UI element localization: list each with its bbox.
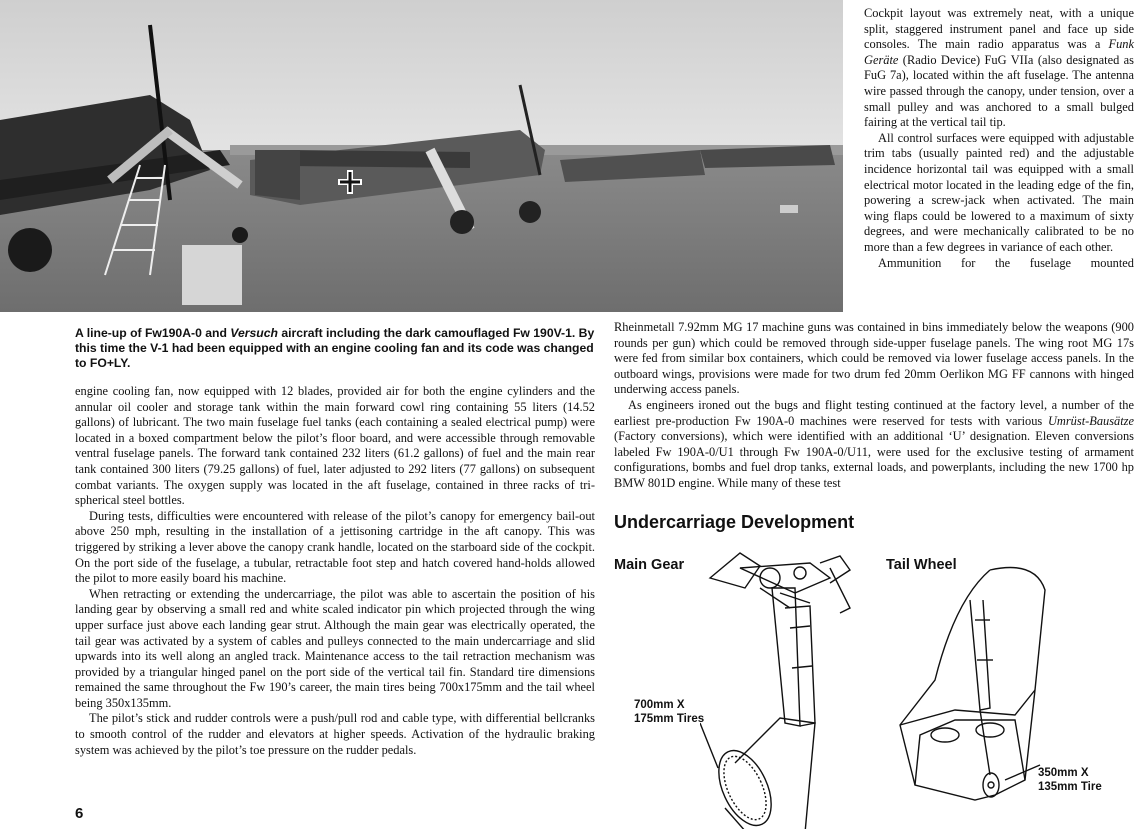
main-gear-label: Main Gear [614, 557, 685, 573]
text-column-left [75, 384, 595, 758]
tail-tire-label-line1: 350mm X [1038, 767, 1089, 779]
section-heading: Undercarriage Development [614, 512, 855, 532]
paragraph: During tests, difficulties were encountered with release of the pilot’s canopy for emergency bail-out above 250 mph, resulting in the installation of a jettisoning cartridge in the aft canopy. This was triggered by striking a lever above the canopy crank handle, located on the starboard side of the cockpit. On the port side of the fuselage, a tubular, retractable foot step and hatch covered hand-holds allowed the pilot to more easily board his machine. [75, 508, 595, 586]
paragraph: Cockpit layout was extremely neat, with a unique split, staggered instrument panel and face up side consoles. The main radio apparatus was a Funk Geräte (Radio Device) FuG VIIa (also designated as FuG 7a), located within the aft fuselage. The antenna wire passed through the canopy, under tension, over a small pulley and was anchored to a small bulged fairing at the vertical tail tip. [864, 6, 1134, 130]
main-tire-label [634, 698, 714, 726]
tail-wheel-label: Tail Wheel [886, 557, 957, 573]
paragraph: Rheinmetall 7.92mm MG 17 machine guns was contained in bins immediately below the weapons (900 rounds per gun) which could be removed through side-upper fuselage panels. The wing root MG 17s were fed from similar box containers, which could be removed via lower fuselage access panels. In the outboard wings, provisions were made for two drum fed 20mm Oerlikon MG FF cannons with hinged underwing access panels. [614, 320, 1134, 397]
paragraph: As engineers ironed out the bugs and flight testing continued at the factory level, a number of the earliest pre-production Fw 190A-0 machines were reserved for tests with various Umrüst-Bausätze (Factory conversions), which were identified with an additional ‘U’ designation. Eleven conversions labeled Fw 190A-0/U1 through Fw 190A-0/U11, were used for the exclusive testing of armament configurations, bombs and fuel drop tanks, external loads, and powerplants, including the new 1700 hp BMW 801D engine. While many of these test [614, 397, 1134, 490]
photo-caption: A line-up of Fw190A-0 and Versuch aircraft including the dark camouflaged Fw 190V-1. By this time the V-1 had been equipped with an engine cooling fan and its code was changed to FO+LY. [75, 326, 595, 370]
page-number: 6 [75, 805, 84, 822]
paragraph: engine cooling fan, now equipped with 12 blades, provided air for both the engine cylinders and the annular oil cooler and storage tank within the main forward cowl ring containing 55 liters (14.52 gallons) of lubricant. The two main fuselage fuel tanks (each containing a sealed electrical pump) were located in a boxed compartment below the pilot’s floor board, and were accessible through removable ventral fuselage panels. The forward tank contained 232 liters (61.2 gallons) of fuel and the main rear tank contained 300 liters (79.25 gallons) of fuel, later adjusted to 292 liters (77 gallons) on subsequent combat variants. The oxygen supply was located in the aft fuselage, contained in three racks of tri-spherical steel bottles. [75, 384, 595, 508]
paragraph: All control surfaces were equipped with adjustable trim tabs (usually painted red) and the adjustable incidence horizontal tail was equipped with a small electrical motor located in the leading edge of the fin, powering a screw-jack when activated. The main wing flaps could be lowered to a maximum of sixty degrees, and were mechanically calibrated to be no more than a few degrees in variance of each other. [864, 130, 1134, 254]
main-tire-label-line2: 175mm Tires [634, 713, 705, 725]
main-tire-label-line1: 700mm X [634, 699, 685, 711]
paragraph: The pilot’s stick and rudder controls were a push/pull rod and cable type, with differential bellcranks to smooth control of the rudder and elevators at higher speeds. Activation of the hydraulic braking system was achieved by the pilot’s toe pressure on the rudder pedals. [75, 711, 595, 757]
paragraph: When retracting or extending the undercarriage, the pilot was able to ascertain the position of his landing gear by observing a small red and white scaled indicator pin which projected through the wing upper surface just above each landing gear strut. Although the main gear was electrically operated, the tail gear was activated by a system of cables and pulleys connected to the main undercarriage and slid upwards into its well along an angled track. Maintenance access to the tail retraction mechanism was provided by a triangular hinged panel on the port side of the vertical tail fin. Standard tire dimensions remained the same throughout the Fw 190’s career, the main tires being 700x175mm and the tail wheel being 350x135mm. [75, 586, 595, 710]
text-column-mid [614, 320, 1134, 492]
tail-tire-label-line2: 135mm Tire [1038, 781, 1102, 793]
tail-wheel-drawing [895, 560, 1055, 829]
main-gear-drawing [700, 548, 870, 829]
paragraph: Ammunition for the fuselage mounted [878, 255, 1134, 270]
aircraft-photo [0, 0, 843, 312]
tail-tire-label [1038, 766, 1118, 794]
text-column-right-top [864, 6, 1134, 271]
